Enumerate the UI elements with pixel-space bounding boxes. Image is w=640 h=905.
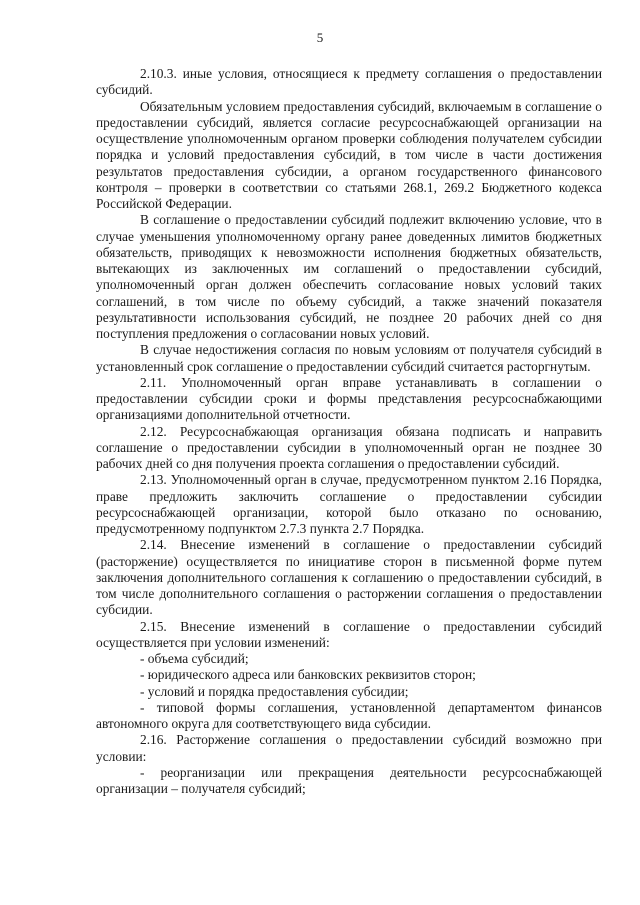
paragraph-2-16: 2.16. Расторжение соглашения о предоставлении субсидий возможно при условии: — [96, 732, 602, 764]
paragraph-no-agreement: В случае недостижения согласия по новым условиям от получателя субсидий в установленный срок соглашение о предоставлении субсидий считается расторгнутым. — [96, 342, 602, 374]
paragraph-2-12: 2.12. Ресурсоснабжающая организация обязана подписать и направить соглашение о предоставлении субсидии в уполномоченный орган не позднее 30 рабочих дней со дня получения проекта соглашения о предоставлении субсидий. — [96, 423, 602, 471]
list-item-subsidy-volume: - объема субсидий; — [140, 651, 249, 666]
paragraph-limits-condition: В соглашение о предоставлении субсидий подлежит включению условие, что в случае уменьшения уполномоченному органу ранее доведенных лимитов бюджетных обязательств, приводящих к невозможности исполнения бюджетных обязательств, вытекающих из заключенных им соглашений о предоставлении субсидий, уполномоченный орган должен обеспечить согласование новых условий таких соглашений, в том числе по объему субсидий, а также значений показателя результативности использования субсидий, не позднее 20 рабочих дней со дня поступления предложения о согласовании новых условий. — [96, 212, 602, 341]
document-body — [96, 66, 602, 797]
list-item-legal-address: - юридического адреса или банковских реквизитов сторон; — [140, 667, 476, 683]
paragraph-mandatory-condition: Обязательным условием предоставления субсидий, включаемым в соглашение о предоставлении субсидий, является согласие ресурсоснабжающей организации на осуществление уполномоченным органом проверки соблюдения получателем субсидии порядка и условий предоставления субсидий, в том числе в части достижения результатов предоставления субсидии, а органом государственного финансового контроля – проверки в соответствии со статьями 268.1, 269.2 Бюджетного кодекса Российской Федерации. — [96, 98, 602, 211]
paragraph-2-11: 2.11. Уполномоченный орган вправе устанавливать в соглашении о предоставлении субсидии сроки и формы представления ресурсоснабжающими организациями дополнительной отчетности. — [96, 374, 602, 423]
list-item-agreement-form: - типовой формы соглашения, установленной департаментом финансов автономного округа для соответствующего вида субсидии. — [96, 699, 602, 731]
paragraph-2-14: 2.14. Внесение изменений в соглашение о предоставлении субсидий (расторжение) осуществляется по инициативе сторон в письменной форме путем заключения дополнительного соглашения к соглашению о предоставлении субсидий, в том числе дополнительного соглашения о расторжении соглашения о предоставлении субсидии. — [96, 537, 602, 618]
page-number: 5 — [316, 30, 324, 45]
list-item-conditions: - условий и порядка предоставления субсидии; — [140, 683, 409, 699]
paragraph-2-10-3: 2.10.3. иные условия, относящиеся к предмету соглашения о предоставлении субсидий. — [96, 66, 602, 98]
list-item-reorganization: - реорганизации или прекращения деятельности ресурсоснабжающей организации – получателя субсидий; — [96, 764, 602, 796]
paragraph-2-13: 2.13. Уполномоченный орган в случае, предусмотренном пунктом 2.16 Порядка, праве предложить заключить соглашение о предоставлении субсидии ресурсоснабжающей организации, которой было отказано по основанию, предусмотренному подпунктом 2.7.3 пункта 2.7 Порядка. — [96, 472, 602, 536]
paragraph-2-15: 2.15. Внесение изменений в соглашение о предоставлении субсидий осуществляется при условии изменений: — [96, 618, 602, 650]
